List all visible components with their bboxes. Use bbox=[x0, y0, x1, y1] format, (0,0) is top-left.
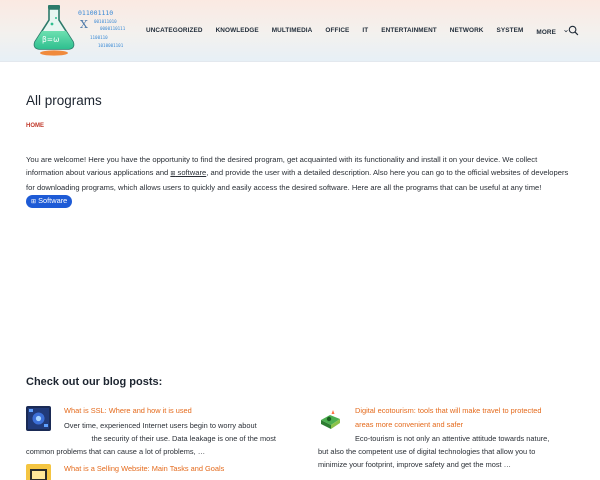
post-excerpt-line: the security of their use. Data leakage is one of the most bbox=[91, 434, 276, 443]
flask-logo-icon bbox=[30, 4, 78, 56]
software-grid-icon: ⊞ bbox=[170, 171, 176, 177]
nav-item-it[interactable]: IT bbox=[362, 26, 369, 34]
logo-formula: β=ω bbox=[42, 35, 60, 44]
software-link-label: software bbox=[177, 168, 207, 177]
logo-binary-2: 001011010 bbox=[94, 19, 117, 24]
page-title: All programs bbox=[26, 93, 102, 108]
breadcrumb-home[interactable]: HOME bbox=[26, 123, 44, 129]
nav-item-more[interactable] bbox=[536, 21, 568, 39]
post-title-link[interactable]: What is SSL: Where and how it is used bbox=[64, 406, 192, 415]
intro-text-1: You are welcome! Here you have the opportunity to find the desired program, get acquainted with its functionality and install it on your device. We collect information about various applications and bbox=[26, 155, 538, 177]
post-excerpt-line: but also the competent use of digital technologies that allow you to bbox=[318, 447, 536, 456]
nav-item-system[interactable]: SYSTEM bbox=[496, 26, 524, 34]
post-excerpt-line: Over time, experienced Internet users begin to worry about bbox=[64, 421, 257, 430]
logo-symbol: X bbox=[80, 18, 88, 31]
post-title-link-line2[interactable]: areas more convenient and safer bbox=[355, 420, 464, 429]
post-title-link[interactable]: Digital ecotourism: tools that will make travel to protected bbox=[355, 406, 542, 415]
logo-binary-3: 0000110111 bbox=[100, 26, 126, 31]
nav-item-office[interactable]: OFFICE bbox=[325, 26, 350, 34]
site-header bbox=[0, 0, 600, 62]
nav-item-more-label: MORE bbox=[536, 29, 556, 36]
nav-item-knowledge[interactable]: KNOWLEDGE bbox=[215, 26, 259, 34]
nav-item-network[interactable]: NETWORK bbox=[449, 26, 484, 34]
search-icon[interactable] bbox=[568, 25, 579, 36]
nav-item-uncategorized[interactable]: UNCATEGORIZED bbox=[146, 26, 203, 34]
logo-binary-1: 011001110 bbox=[78, 9, 114, 17]
intro-text-2: , and provide the user with a detailed description. Also here you can go to the official websites of developers for downloading programs, which allows users to quickly and easily access the desired software. Here are all the programs that can be useful at any time! bbox=[26, 168, 569, 192]
software-chip-icon: ⊞ bbox=[31, 199, 37, 205]
post-excerpt-line: common problems that can cause a lot of problems, … bbox=[26, 447, 206, 456]
nav-item-multimedia[interactable]: MULTIMEDIA bbox=[271, 26, 313, 34]
post-excerpt-line: Eco-tourism is not only an attentive attitude towards nature, bbox=[355, 434, 550, 443]
logo-binary-4: 1100110 bbox=[90, 35, 108, 40]
intro-paragraph bbox=[26, 153, 576, 208]
software-chip-label: Software bbox=[38, 196, 68, 205]
post-thumbnail-ssl[interactable] bbox=[26, 406, 51, 431]
post-title-link[interactable]: What is a Selling Website: Main Tasks and Goals bbox=[64, 464, 225, 473]
logo-binary-5: 1010001101 bbox=[98, 43, 124, 48]
post-thumbnail-selling-website[interactable] bbox=[26, 464, 51, 480]
post-thumbnail-ecotourism[interactable] bbox=[318, 406, 343, 431]
post-excerpt-line: minimize your footprint, improve safety and get the most … bbox=[318, 460, 512, 469]
main-nav bbox=[146, 25, 568, 35]
blog-section-heading: Check out our blog posts: bbox=[26, 376, 163, 388]
software-inline-link[interactable] bbox=[170, 168, 206, 177]
nav-item-entertainment[interactable]: ENTERTAINMENT bbox=[381, 26, 437, 34]
site-logo[interactable] bbox=[30, 4, 134, 56]
software-chip-button[interactable] bbox=[26, 195, 72, 208]
